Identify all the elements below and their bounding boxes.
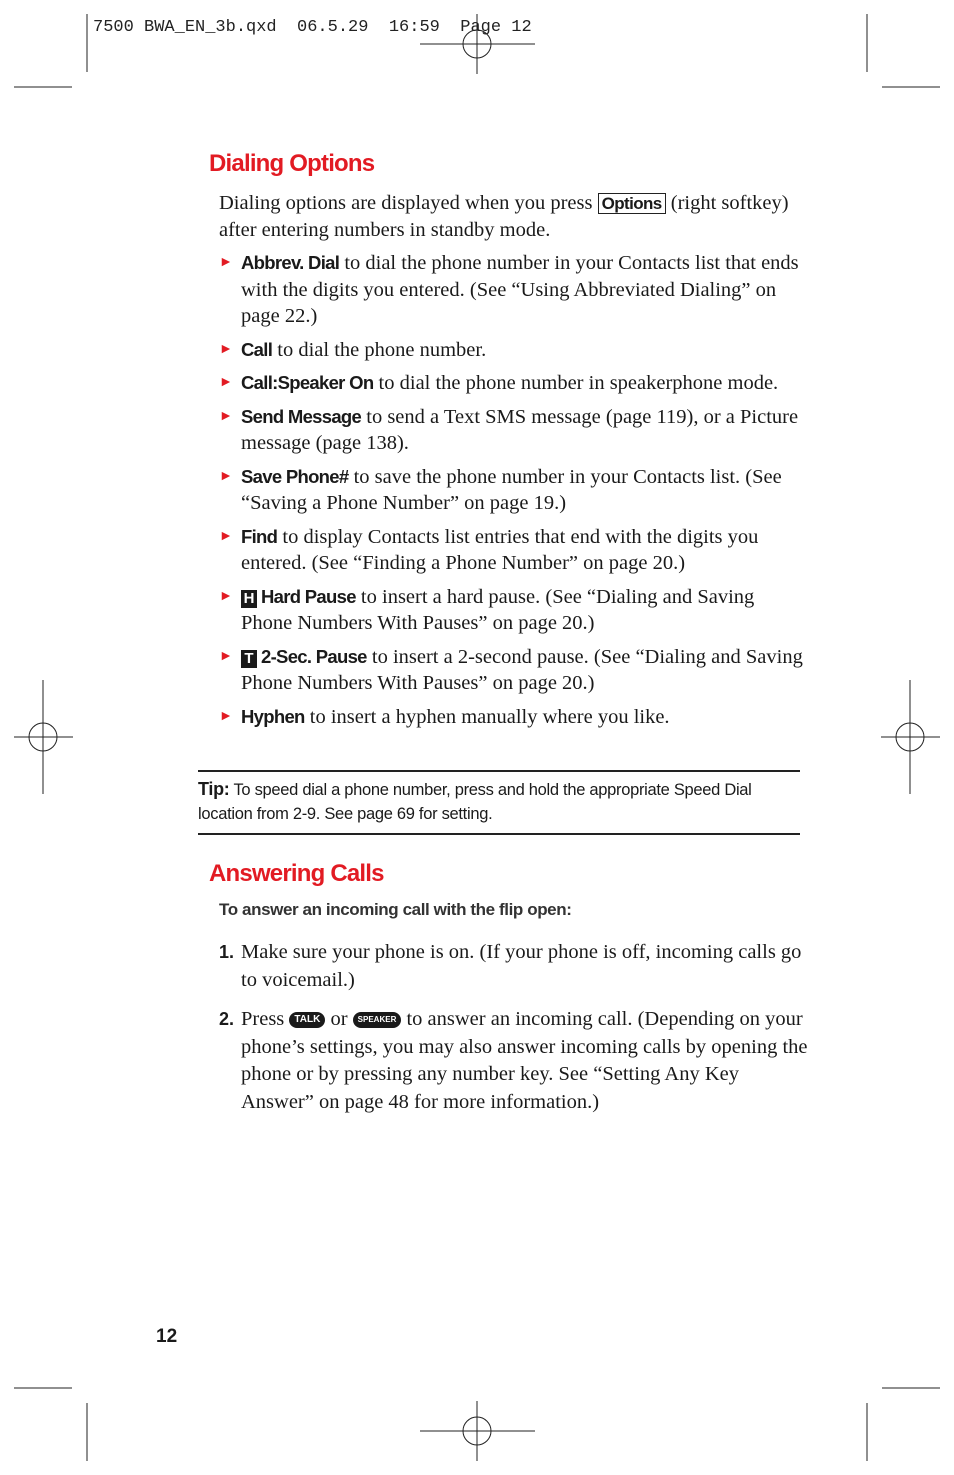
arrow-icon: ► — [219, 528, 233, 544]
option-text: to insert a 2-second pause. (See “Dialing and Saving Phone Numbers With Pauses” on page 20.) — [241, 645, 803, 694]
tip-box — [198, 770, 800, 835]
option-text: to insert a hyphen manually where you like. — [309, 705, 670, 728]
list-item — [219, 704, 809, 731]
intro-after: (right softkey) after entering numbers in standby mode. — [219, 192, 789, 241]
arrow-icon: ► — [219, 468, 233, 484]
option-text: to dial the phone number in speakerphone mode. — [378, 372, 779, 394]
option-term: Find — [241, 525, 278, 547]
arrow-icon: ► — [219, 708, 233, 724]
option-term: Hard Pause — [261, 585, 356, 607]
arrow-icon: ► — [219, 588, 233, 604]
timed-pause-key-icon: T — [241, 650, 257, 668]
arrow-icon: ► — [219, 648, 233, 664]
speaker-key-icon: SPEAKER — [353, 1012, 402, 1028]
list-item — [219, 524, 809, 577]
answering-steps — [219, 939, 809, 1128]
option-text: to insert a hard pause. (See “Dialing and Saving Phone Numbers With Pauses” on page 20.) — [241, 585, 755, 634]
option-term: Save Phone# — [241, 465, 349, 487]
answering-calls-heading: Answering Calls — [209, 860, 384, 887]
list-item — [219, 404, 809, 457]
list-item — [219, 370, 809, 397]
print-slug: 7500 BWA_EN_3b.qxd 06.5.29 16:59 Page 12 — [93, 18, 532, 37]
option-term: Abbrev. Dial — [241, 252, 340, 273]
option-term: Hyphen — [241, 705, 305, 727]
options-softkey: Options — [598, 193, 666, 214]
talk-key-icon: TALK — [289, 1012, 325, 1028]
dialing-options-heading: Dialing Options — [209, 150, 375, 177]
list-item — [219, 584, 809, 637]
list-item — [219, 464, 809, 517]
option-text: to dial the phone number. — [277, 338, 487, 361]
step-number: 1. — [219, 942, 235, 962]
step-number: 2. — [219, 1009, 235, 1029]
list-item — [219, 250, 809, 330]
answering-subheading: To answer an incoming call with the flip open: — [219, 900, 572, 919]
step-text: Make sure your phone is on. (If your phone is off, incoming calls go to voicemail.) — [241, 941, 802, 991]
intro-before: Dialing options are displayed when you press — [219, 192, 593, 214]
option-term: Send Message — [241, 405, 362, 427]
step-item — [219, 1006, 809, 1116]
list-item — [219, 337, 809, 364]
tip-text: To speed dial a phone number, press and hold the appropriate Speed Dial location from 2-9. See page 69 for setting. — [198, 781, 752, 823]
option-term: Call — [241, 338, 273, 360]
option-term: 2-Sec. Pause — [261, 645, 367, 667]
arrow-icon: ► — [219, 255, 233, 270]
arrow-icon: ► — [219, 341, 233, 357]
hard-pause-key-icon: H — [241, 590, 257, 608]
option-text: to save the phone number in your Contacts list. (See “Saving a Phone Number” on page 19.) — [241, 465, 782, 514]
dialing-options-list — [219, 250, 809, 737]
step-or: or — [330, 1008, 348, 1030]
list-item — [219, 644, 809, 697]
dialing-intro — [219, 190, 809, 244]
arrow-icon: ► — [219, 375, 233, 390]
step-press: Press — [241, 1008, 285, 1030]
option-term: Call:Speaker On — [241, 372, 374, 393]
step-text: to answer an incoming call. (Depending on your phone’s settings, you may also answer incoming calls by opening the phone or by pressing any number key. See “Setting Any Key Answer” on page 48 for more information.) — [241, 1008, 808, 1113]
option-text: to dial the phone number in your Contacts list that ends with the digits you entered. (See “Using Abbreviated Dialing” on page 22.) — [241, 252, 799, 327]
option-text: to send a Text SMS message (page 119), or a Picture message (page 138). — [241, 405, 799, 454]
option-text: to display Contacts list entries that end with the digits you entered. (See “Finding a Phone Number” on page 20.) — [241, 525, 759, 574]
step-item — [219, 939, 809, 994]
tip-label: Tip: — [198, 779, 230, 799]
arrow-icon: ► — [219, 408, 233, 424]
page-number: 12 — [156, 1326, 178, 1347]
